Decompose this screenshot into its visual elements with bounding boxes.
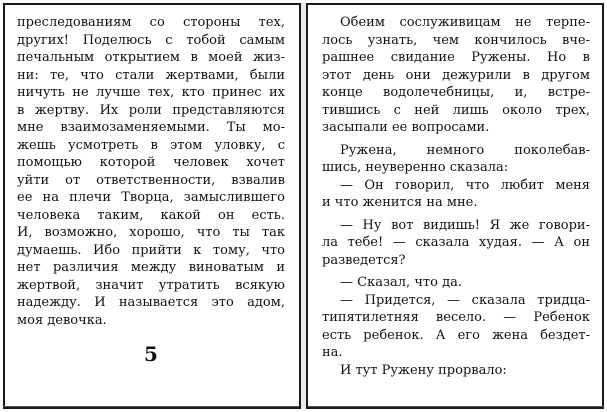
text-line: мне взаимозаменяемыми. Ты мо- (17, 120, 285, 135)
left-page-text (17, 14, 285, 329)
text-line: засыпали ее вопросами. (322, 120, 490, 135)
text-line: уйти от ответственности, взвалив (17, 172, 285, 188)
text-line: жертвой, значит утратить всякую (17, 277, 285, 293)
text-line: тившись с ней лишь около трех, (322, 102, 590, 118)
text-line: нет различия между виноватым и (17, 260, 285, 275)
text-line: — Он говорил, что любит меня (340, 177, 590, 193)
text-line: других! Поделюсь с тобой самым (17, 32, 285, 48)
frame-right-line (602, 3, 604, 409)
text-line: — Придется, — сказала тридца- (340, 292, 590, 308)
page-number: 5 (144, 342, 158, 366)
right-page-text (322, 14, 590, 379)
gutter-right-line (306, 3, 308, 409)
text-line: И, возможно, хорошо, что ты так (17, 225, 285, 240)
text-line: моя девочка. (17, 312, 107, 328)
text-line: лось узнать, чем кончилось вче- (322, 32, 590, 48)
text-line: думаешь. Ибо прийти к тому, что (17, 242, 285, 258)
text-line: ни: те, что стали жертвами, были (17, 67, 285, 83)
text-line: на. (322, 345, 343, 360)
text-line: жешь усмотреть в этом уловку, с (17, 137, 285, 153)
frame-left-line (3, 3, 5, 409)
text-line: ее на плечи Творца, замыслившего (17, 190, 285, 205)
text-line: конце водолечебницы, и, встре- (322, 85, 590, 100)
text-line: шись, неуверенно сказала: (322, 160, 509, 175)
text-line: есть ребенок. А его жена бездет- (322, 327, 590, 343)
text-line: ничуть не лучше тех, кто принес их (17, 85, 285, 100)
text-line: И тут Ружену прорвало: (340, 362, 507, 378)
right-page-edge (308, 403, 604, 407)
text-line: типятилетняя весело. — Ребенок (322, 310, 590, 325)
text-line: надежду. И называется это адом, (17, 295, 285, 310)
text-line: разведется? (322, 252, 406, 268)
text-line: — Сказал, что да. (340, 275, 462, 290)
text-line: Обеим сослуживицам не терпе- (340, 15, 590, 30)
text-line: ла тебе! — сказала худая. — А он (322, 235, 590, 250)
text-line: — Ну вот видишь! Я же говори- (340, 217, 590, 233)
text-line: рашнее свидание Ружены. Но в (322, 50, 590, 65)
text-line: печальным открытием в моей жиз- (17, 50, 285, 65)
text-line: преследованиям со стороны тех, (17, 15, 285, 30)
text-line: и что женится на мне. (322, 195, 478, 210)
gutter-left-line (299, 3, 301, 409)
text-line: помощью которой человек хочет (17, 155, 285, 170)
left-page-edge (3, 403, 299, 407)
text-line: этот день они дежурили в другом (322, 67, 590, 83)
text-line: Ружена, немного поколебав- (340, 142, 590, 158)
text-line: в жертву. Их роли представляются (17, 102, 285, 118)
text-line: человека таким, какой он есть. (17, 207, 285, 223)
